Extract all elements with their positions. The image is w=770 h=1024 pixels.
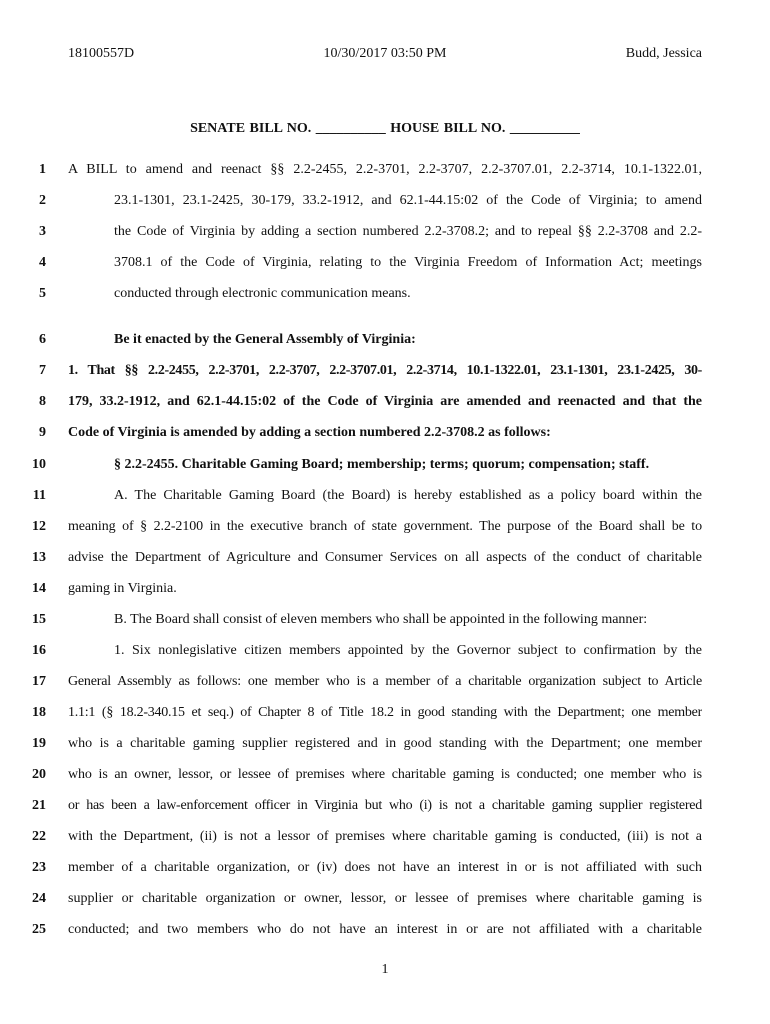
- line-number: 12: [32, 519, 46, 534]
- document-timestamp: 10/30/2017 03:50 PM: [323, 46, 447, 61]
- line-text: advise the Department of Agriculture and Consumer Services on all aspects of the conduct of charitable: [68, 550, 702, 565]
- line-3: [0, 222, 770, 242]
- line-number: 25: [32, 922, 46, 937]
- line-number: 23: [32, 860, 46, 875]
- line-number: 9: [39, 425, 46, 440]
- line-5: [0, 284, 770, 304]
- line-number: 13: [32, 550, 46, 565]
- line-9: [0, 423, 770, 443]
- line-12: [0, 517, 770, 537]
- line-text: who is a charitable gaming supplier registered and in good standing with the Department; one member: [68, 736, 702, 751]
- line-text: Code of Virginia is amended by adding a section numbered 2.2-3708.2 as follows:: [68, 425, 551, 440]
- line-number: 10: [32, 457, 46, 472]
- line-number: 3: [39, 224, 46, 239]
- line-text: § 2.2-2455. Charitable Gaming Board; membership; terms; quorum; compensation; staff.: [114, 457, 650, 472]
- line-number: 5: [39, 286, 46, 301]
- line-number: 20: [32, 767, 46, 782]
- line-text: 23.1-1301, 23.1-2425, 30-179, 33.2-1912, and 62.1-44.15:02 of the Code of Virginia; to amend: [114, 193, 702, 208]
- line-number: 19: [32, 736, 46, 751]
- line-number: 14: [32, 581, 46, 596]
- line-20: [0, 765, 770, 785]
- line-number: 4: [39, 255, 46, 270]
- line-17: [0, 672, 770, 692]
- line-text: conducted through electronic communication means.: [114, 286, 411, 301]
- line-1: [0, 160, 770, 180]
- line-text: 179, 33.2-1912, and 62.1-44.15:02 of the Code of Virginia are amended and reenacted and that the: [68, 394, 702, 409]
- line-number: 17: [32, 674, 46, 689]
- line-14: [0, 579, 770, 599]
- line-10: [0, 455, 770, 475]
- line-7: [0, 361, 770, 381]
- line-13: [0, 548, 770, 568]
- line-22: [0, 827, 770, 847]
- line-4: [0, 253, 770, 273]
- line-number: 7: [39, 363, 46, 378]
- page-number: 1: [381, 962, 389, 977]
- line-number: 22: [32, 829, 46, 844]
- line-text: A. The Charitable Gaming Board (the Board) is hereby established as a policy board within the: [114, 488, 702, 503]
- line-text: or has been a law-enforcement officer in Virginia but who (i) is not a charitable gaming supplier registered: [68, 798, 702, 813]
- line-21: [0, 796, 770, 816]
- line-25: [0, 920, 770, 940]
- line-text: B. The Board shall consist of eleven members who shall be appointed in the following manner:: [114, 612, 648, 627]
- document-author: Budd, Jessica: [625, 46, 702, 61]
- line-text: gaming in Virginia.: [68, 581, 177, 596]
- line-11: [0, 486, 770, 506]
- line-15: [0, 610, 770, 630]
- line-number: 21: [32, 798, 46, 813]
- line-text: 1.1:1 (§ 18.2-340.15 et seq.) of Chapter 8 of Title 18.2 in good standing with the Department; one member: [68, 705, 702, 720]
- line-text: supplier or charitable organization or owner, lessor, or lessee of premises where charitable gaming is: [68, 891, 702, 906]
- line-text: conducted; and two members who do not have an interest in or are not affiliated with a charitable: [68, 922, 702, 937]
- line-text: Be it enacted by the General Assembly of Virginia:: [114, 332, 416, 347]
- line-19: [0, 734, 770, 754]
- line-number: 1: [39, 162, 46, 177]
- line-number: 18: [32, 705, 46, 720]
- line-text: meaning of § 2.2-2100 in the executive branch of state government. The purpose of the Board shall be to: [68, 519, 702, 534]
- line-number: 6: [39, 332, 46, 347]
- line-2: [0, 191, 770, 211]
- line-text: A BILL to amend and reenact §§ 2.2-2455, 2.2-3701, 2.2-3707, 2.2-3707.01, 2.2-3714, 10.1-1322.01,: [68, 162, 702, 177]
- line-number: 11: [32, 488, 46, 503]
- line-text: 1. Six nonlegislative citizen members appointed by the Governor subject to confirmation by the: [114, 643, 702, 658]
- line-text: with the Department, (ii) is not a lessor of premises where charitable gaming is conducted, (iii) is not a: [68, 829, 702, 844]
- line-text: member of a charitable organization, or (iv) does not have an interest in or is not affiliated with such: [68, 860, 702, 875]
- line-text: 3708.1 of the Code of Virginia, relating to the Virginia Freedom of Information Act; meetings: [114, 255, 702, 270]
- line-8: [0, 392, 770, 412]
- line-text: who is an owner, lessor, or lessee of premises where charitable gaming is conducted; one member who is: [68, 767, 702, 782]
- line-text: General Assembly as follows: one member who is a member of a charitable organization subject to Article: [68, 674, 702, 689]
- bill-title: SENATE BILL NO. __________ HOUSE BILL NO. __________: [190, 121, 580, 136]
- line-text: 1. That §§ 2.2-2455, 2.2-3701, 2.2-3707, 2.2-3707.01, 2.2-3714, 10.1-1322.01, 23.1-1301, 23.1-2425, 30-: [68, 363, 702, 378]
- line-number: 8: [39, 394, 46, 409]
- line-6: [0, 330, 770, 350]
- line-24: [0, 889, 770, 909]
- line-16: [0, 641, 770, 661]
- line-18: [0, 703, 770, 723]
- line-number: 2: [39, 193, 46, 208]
- line-number: 16: [32, 643, 46, 658]
- line-number: 24: [32, 891, 46, 906]
- line-text: the Code of Virginia by adding a section numbered 2.2-3708.2; and to repeal §§ 2.2-3708 and 2.2-: [114, 224, 702, 239]
- document-id: 18100557D: [68, 46, 135, 61]
- line-number: 15: [32, 612, 46, 627]
- line-23: [0, 858, 770, 878]
